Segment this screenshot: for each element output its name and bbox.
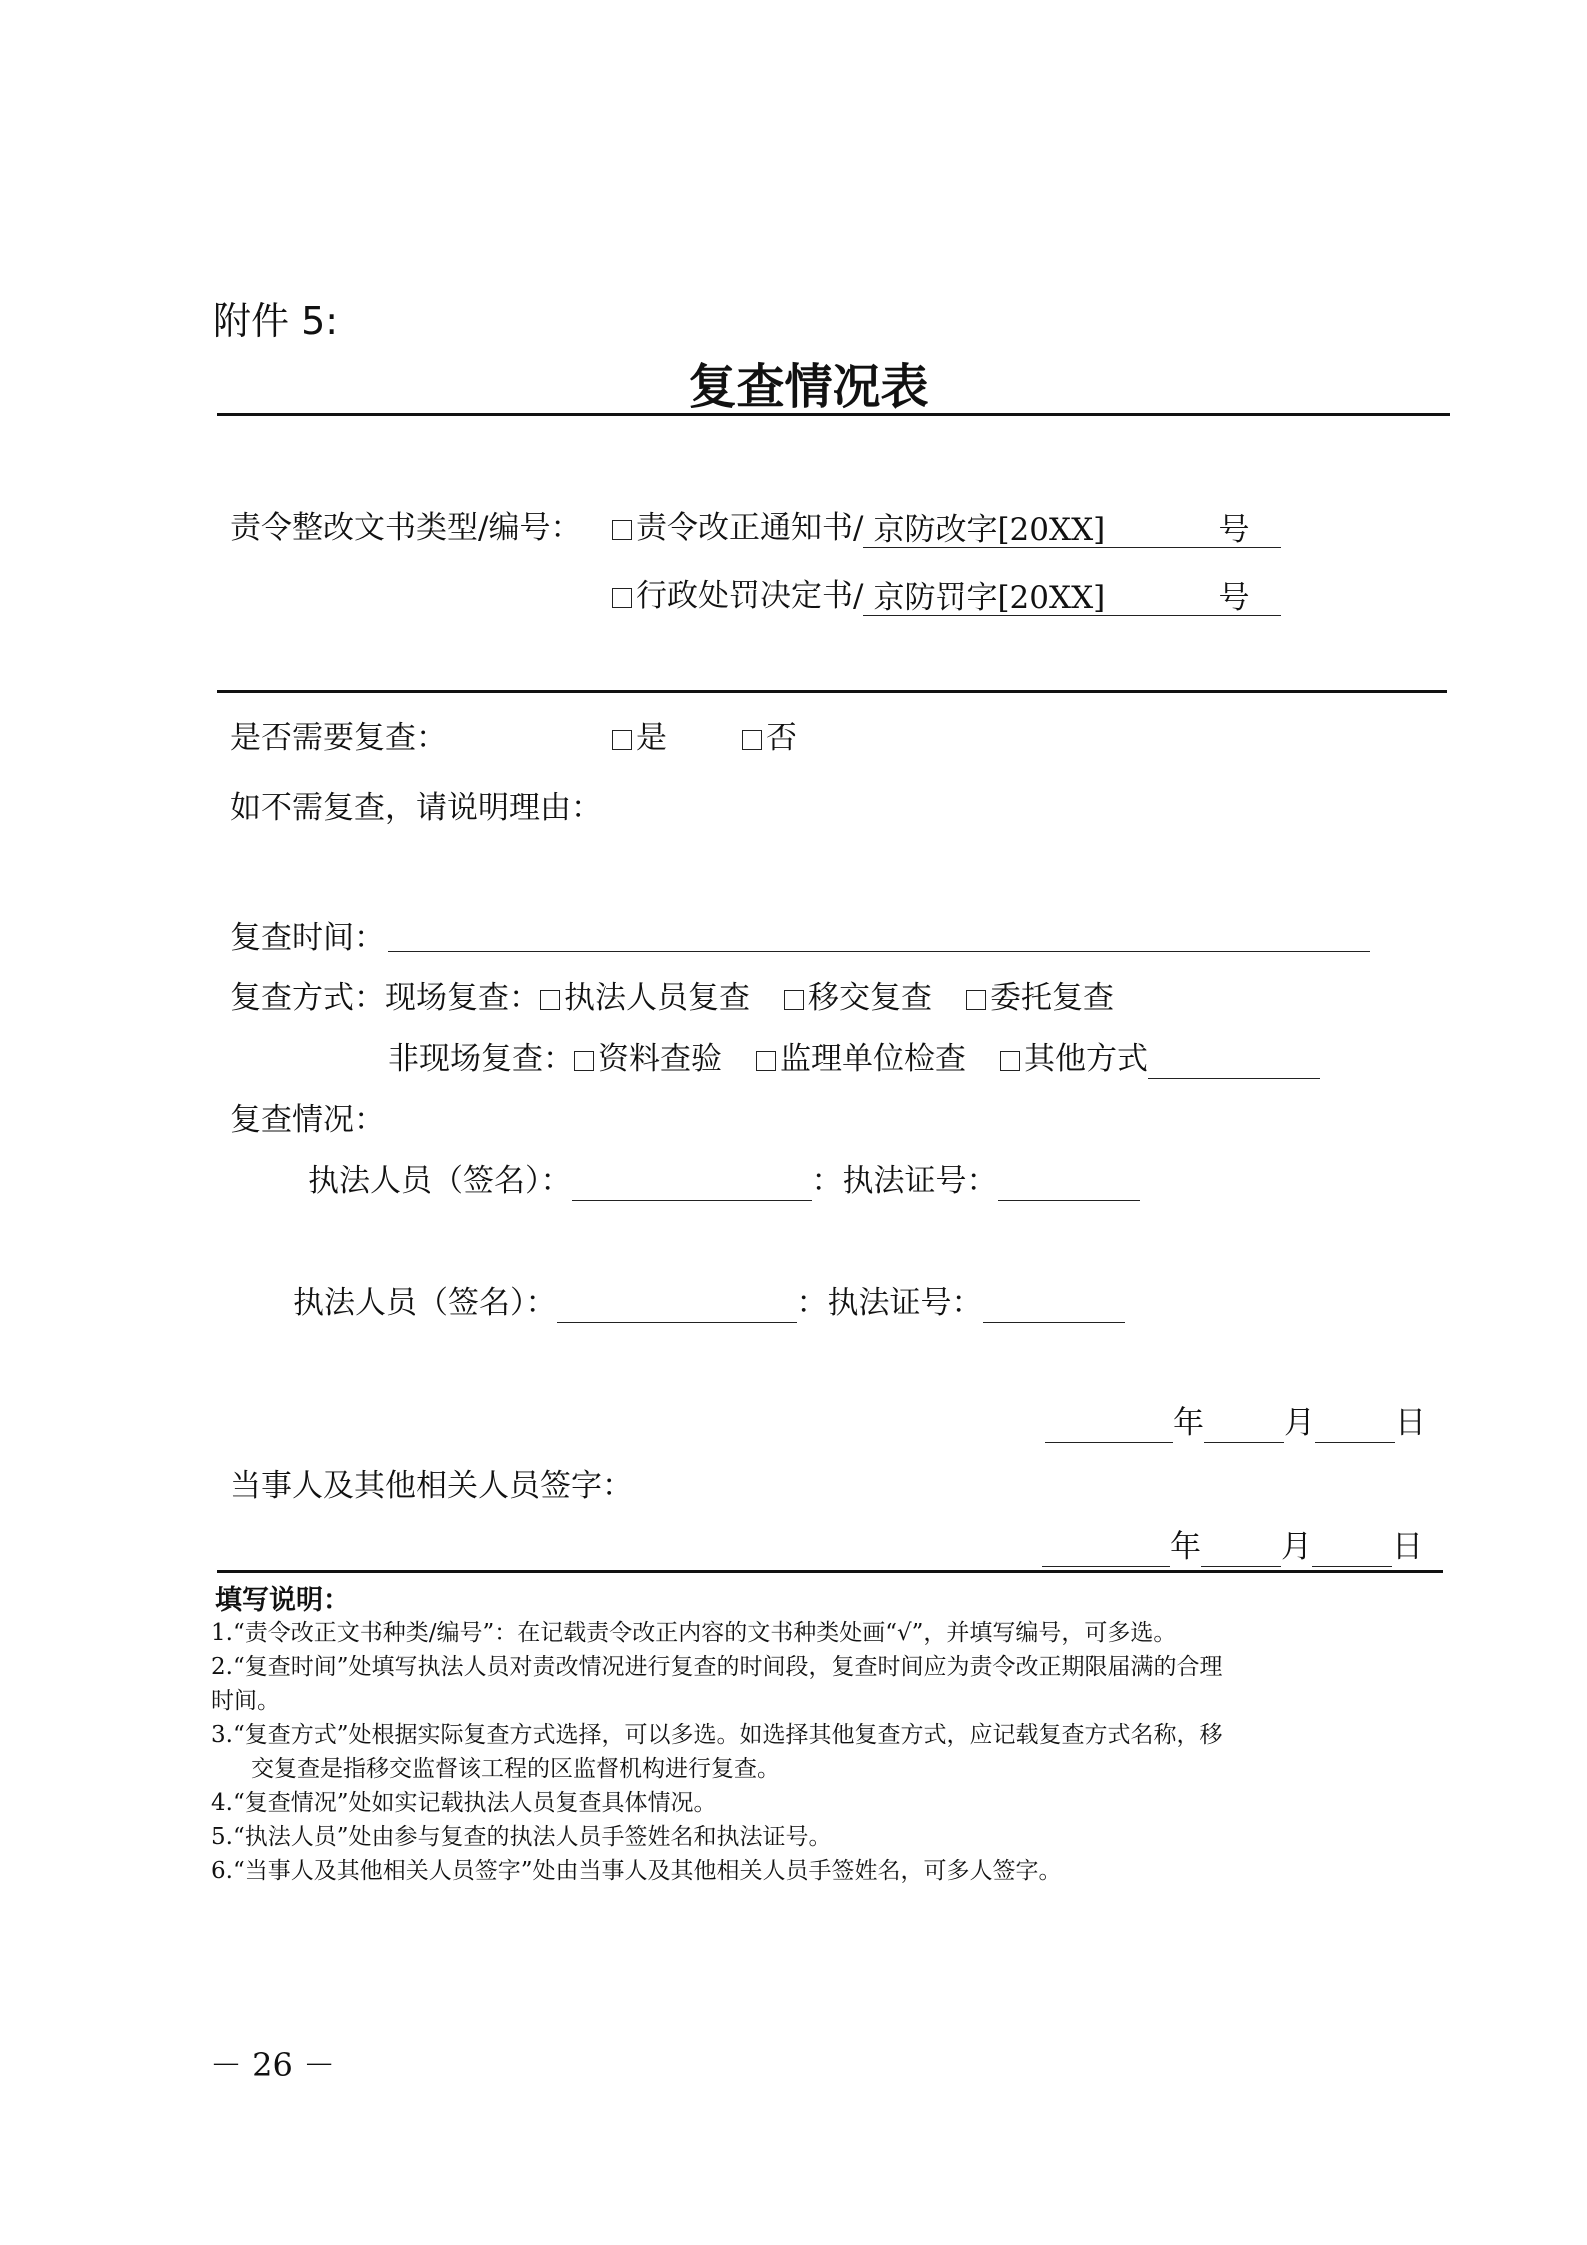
note-item: 交复查是指移交监督该工程的区监督机构进行复查。 bbox=[251, 1756, 780, 1782]
review-method-row bbox=[230, 978, 1114, 1018]
review-method-label: 复查方式： bbox=[230, 980, 385, 1016]
onsite-entrust-checkbox[interactable] bbox=[966, 990, 986, 1010]
penalty-number-field[interactable] bbox=[863, 580, 1281, 616]
note-item: 时间。 bbox=[211, 1688, 280, 1714]
officer-cert-label: ：执法证号： bbox=[796, 1285, 983, 1321]
no-checkbox[interactable] bbox=[742, 730, 762, 750]
notice-number-field[interactable] bbox=[863, 512, 1281, 548]
date-row-2 bbox=[1042, 1527, 1423, 1567]
yes-label: 是 bbox=[636, 720, 667, 756]
attachment-label: 附件 5: bbox=[213, 299, 339, 343]
year-field-2[interactable] bbox=[1042, 1536, 1170, 1567]
penalty-name: 行政处罚决定书/ bbox=[636, 578, 864, 614]
offsite-label: 非现场复查： bbox=[388, 1041, 574, 1077]
need-review-yes bbox=[612, 718, 667, 758]
month-label: 月 bbox=[1284, 1405, 1315, 1441]
penalty-number-prefix: 京防罚字[20XX] bbox=[873, 580, 1106, 616]
day-label: 日 bbox=[1392, 1529, 1423, 1565]
officer-sign-label: 执法人员（签名）： bbox=[308, 1163, 572, 1199]
offsite-supervisor-label: 监理单位检查 bbox=[780, 1041, 966, 1077]
onsite-officer-label: 执法人员复查 bbox=[564, 980, 750, 1016]
note-item: 2.“复查时间”处填写执法人员对责改情况进行复查的时间段，复查时间应为责令改正期限届满的合理 bbox=[211, 1654, 1223, 1680]
officer-cert-field-1[interactable] bbox=[998, 1170, 1140, 1201]
officer-cert-label: ：执法证号： bbox=[811, 1163, 998, 1199]
notice-number-prefix: 京防改字[20XX] bbox=[873, 512, 1106, 548]
notes-list bbox=[211, 1616, 1222, 1888]
doc-option-notice bbox=[612, 508, 1281, 548]
need-review-label: 是否需要复查： bbox=[230, 720, 447, 756]
party-sign-label: 当事人及其他相关人员签字： bbox=[230, 1468, 633, 1504]
offsite-row bbox=[388, 1039, 1320, 1079]
notice-number-suffix: 号 bbox=[1218, 512, 1250, 548]
page-number: － 26 － bbox=[210, 2046, 336, 2084]
officer-cert-field-2[interactable] bbox=[983, 1292, 1125, 1323]
title-rule bbox=[217, 413, 1450, 416]
no-label: 否 bbox=[766, 720, 797, 756]
review-time-label: 复查时间： bbox=[230, 920, 385, 956]
offsite-other-label: 其他方式 bbox=[1024, 1041, 1148, 1077]
year-label: 年 bbox=[1173, 1405, 1204, 1441]
officer-sign-field-1[interactable] bbox=[572, 1170, 812, 1201]
day-field-2[interactable] bbox=[1312, 1536, 1392, 1567]
doc-type-label: 责令整改文书类型/编号： bbox=[230, 510, 582, 546]
penalty-checkbox[interactable] bbox=[612, 588, 632, 608]
review-time-field[interactable] bbox=[388, 951, 1370, 952]
offsite-docs-label: 资料查验 bbox=[598, 1041, 722, 1077]
notes-rule bbox=[217, 1570, 1443, 1573]
note-item: 1.“责令改正文书种类/编号”：在记载责令改正内容的文书种类处画“√”，并填写编号，可多选。 bbox=[211, 1620, 1177, 1646]
notice-checkbox[interactable] bbox=[612, 520, 632, 540]
month-label: 月 bbox=[1281, 1529, 1312, 1565]
page-title: 复查情况表 bbox=[688, 359, 929, 415]
officer-row-1 bbox=[308, 1161, 1140, 1201]
month-field-1[interactable] bbox=[1204, 1412, 1284, 1443]
offsite-other-field[interactable] bbox=[1148, 1048, 1320, 1079]
need-review-no bbox=[742, 718, 797, 758]
onsite-label: 现场复查： bbox=[385, 980, 540, 1016]
yes-checkbox[interactable] bbox=[612, 730, 632, 750]
onsite-transfer-checkbox[interactable] bbox=[784, 990, 804, 1010]
year-label: 年 bbox=[1170, 1529, 1201, 1565]
date-row-1 bbox=[1045, 1403, 1426, 1443]
offsite-docs-checkbox[interactable] bbox=[574, 1051, 594, 1071]
note-item: 3.“复查方式”处根据实际复查方式选择，可以多选。如选择其他复查方式，应记载复查方式名称，移 bbox=[211, 1722, 1223, 1748]
onsite-transfer-label: 移交复查 bbox=[808, 980, 932, 1016]
day-field-1[interactable] bbox=[1315, 1412, 1395, 1443]
officer-sign-field-2[interactable] bbox=[557, 1292, 797, 1323]
offsite-supervisor-checkbox[interactable] bbox=[756, 1051, 776, 1071]
day-label: 日 bbox=[1395, 1405, 1426, 1441]
doc-option-penalty bbox=[612, 576, 1281, 616]
officer-row-2 bbox=[293, 1283, 1125, 1323]
section-rule bbox=[217, 690, 1447, 693]
offsite-other-checkbox[interactable] bbox=[1000, 1051, 1020, 1071]
note-item: 5.“执法人员”处由参与复查的执法人员手签姓名和执法证号。 bbox=[211, 1824, 832, 1850]
penalty-number-suffix: 号 bbox=[1218, 580, 1250, 616]
notes-title: 填写说明： bbox=[215, 1585, 350, 1616]
onsite-officer-checkbox[interactable] bbox=[540, 990, 560, 1010]
month-field-2[interactable] bbox=[1201, 1536, 1281, 1567]
note-item: 4.“复查情况”处如实记载执法人员复查具体情况。 bbox=[211, 1790, 717, 1816]
review-status-label: 复查情况： bbox=[230, 1102, 385, 1138]
year-field-1[interactable] bbox=[1045, 1412, 1173, 1443]
onsite-entrust-label: 委托复查 bbox=[990, 980, 1114, 1016]
note-item: 6.“当事人及其他相关人员签字”处由当事人及其他相关人员手签姓名，可多人签字。 bbox=[211, 1858, 1062, 1884]
no-review-reason-label: 如不需复查，请说明理由： bbox=[230, 790, 602, 826]
officer-sign-label: 执法人员（签名）： bbox=[293, 1285, 557, 1321]
notice-name: 责令改正通知书/ bbox=[636, 510, 864, 546]
